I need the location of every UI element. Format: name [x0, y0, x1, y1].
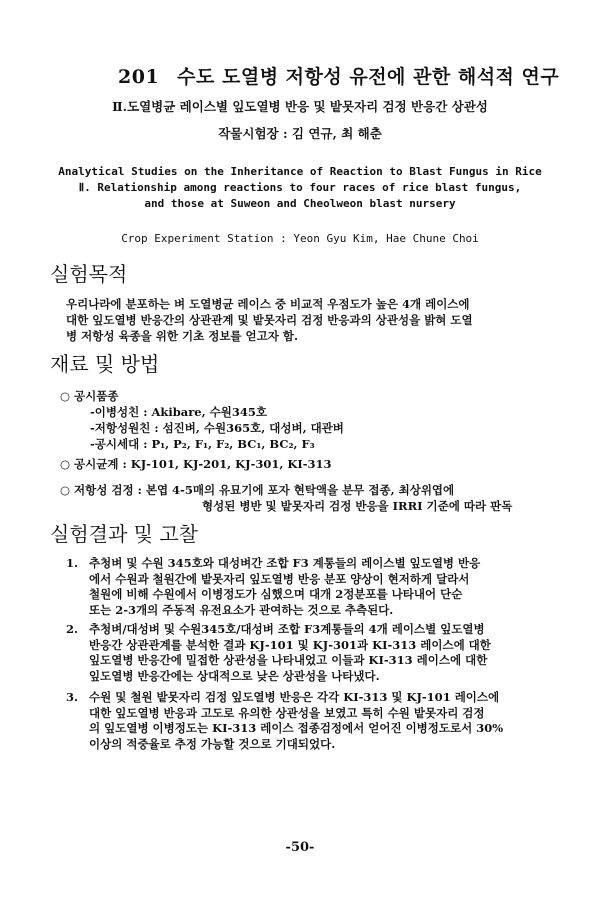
- materials-item-varieties: ○ 공시품종: [60, 389, 119, 403]
- result-line: 추청벼/대성벼 및 수원345호/대성벼 조합 F3계통들의 4개 레이스별 잎도열병: [89, 622, 485, 636]
- english-title-line: and those at Suweon and Cheolweon blast nursery: [144, 197, 456, 210]
- result-number: 1.: [66, 556, 79, 570]
- english-title: [0, 164, 600, 212]
- author-english: Crop Experiment Station : Yeon Gyu Kim, Hae Chune Choi: [121, 232, 479, 245]
- english-title-line: Ⅱ. Relationship among reactions to four races of rice blast fungus,: [78, 181, 522, 194]
- resistance-test-line: ○ 저항성 검정 : 본엽 4-5매의 유묘기에 포자 현탁액을 분무 접종, 최상위엽에: [60, 483, 455, 497]
- materials-strains: ○ 공시균계 : KJ-101, KJ-201, KJ-301, KI-313: [60, 457, 332, 471]
- materials-susceptible-parent: -이병성친 : Akibare, 수원345호: [90, 405, 267, 419]
- objective-line: 대한 잎도열병 반응간의 상관관계 및 밭못자리 검정 반응과의 상관성을 밝혀 도열: [66, 313, 473, 327]
- result-line: 잎도열병 반응간에는 상대적으로 낮은 상관성을 나타냈다.: [89, 668, 380, 683]
- result-line: 의 잎도열병 이병정도는 KI-313 레이스 접종검정에서 얻어진 이병정도로서 30%: [89, 721, 504, 735]
- materials-list: [60, 388, 560, 452]
- results-heading: 실험결과 및 고찰: [50, 522, 198, 546]
- objective-line: 병 저항성 육종을 위한 기초 정보를 얻고자 함.: [66, 329, 298, 343]
- result-line: 이상의 적중율로 추정 가능할 것으로 기대되었다.: [89, 736, 336, 751]
- result-line: 에서 수원과 철원간에 밭못자리 잎도열병 반응 분포 양상이 현저하게 달라서: [89, 571, 470, 586]
- objective-heading: 실험목적: [50, 262, 128, 286]
- materials-heading: 재료 및 방법: [50, 352, 160, 376]
- paper-title: [118, 62, 560, 89]
- result-line: 반응간 상관관계를 분석한 결과 KJ-101 및 KJ-301과 KI-313 레이스에 대한: [89, 637, 491, 652]
- materials-resistance-test: [60, 482, 560, 514]
- page-number: -50-: [285, 840, 315, 855]
- result-line: 잎도열병 반응간에 밀접한 상관성을 나타내었고 이들과 KI-313 레이스에 대한: [89, 653, 488, 667]
- result-line: 대한 잎도열병 반응과 고도로 유의한 상관성을 보였고 특히 수원 밭못자리 검정: [89, 705, 485, 720]
- english-title-line: Analytical Studies on the Inheritance of Reaction to Blast Fungus in Rice: [58, 165, 542, 178]
- resistance-test-line: 형성된 병반 및 밭못자리 검정 반응을 IRRI 기준에 따라 판독: [202, 499, 513, 513]
- author-korean: 작물시험장 : 김 연규, 최 해춘: [218, 126, 382, 141]
- paper-subtitle: Ⅱ.도열병균 레이스별 잎도열병 반응 및 밭못자리 검정 반응간 상관성: [112, 99, 488, 114]
- result-line: 또는 2-3개의 주동적 유전요소가 관여하는 것으로 추측된다.: [89, 602, 394, 617]
- result-line: 철원에 비해 수원에서 이병정도가 심했으며 대개 2정분포를 나타내어 단순: [89, 587, 463, 601]
- materials-resistant-parent: -저항성원친 : 섬진벼, 수원365호, 대성벼, 대관벼: [90, 421, 344, 435]
- result-number: 2.: [66, 622, 79, 636]
- result-number: 3.: [66, 690, 79, 704]
- objective-paragraph: [66, 296, 556, 344]
- paper-title-text: 수도 도열병 저항성 유전에 관한 해석적 연구: [177, 66, 560, 88]
- objective-line: 우리나라에 분포하는 벼 도열병균 레이스 중 비교적 우점도가 높은 4개 레이스에: [66, 297, 470, 311]
- materials-generations: -공시세대 : P₁, P₂, F₁, F₂, BC₁, BC₂, F₃: [90, 437, 315, 451]
- paper-number: 201: [118, 66, 160, 88]
- result-line: 수원 및 철원 밭못자리 검정 잎도열병 반응은 각각 KI-313 및 KJ-101 레이스에: [89, 690, 500, 704]
- result-line: 추청벼 및 수원 345호와 대성벼간 조합 F3 계통들의 레이스별 잎도열병 반응: [89, 556, 481, 570]
